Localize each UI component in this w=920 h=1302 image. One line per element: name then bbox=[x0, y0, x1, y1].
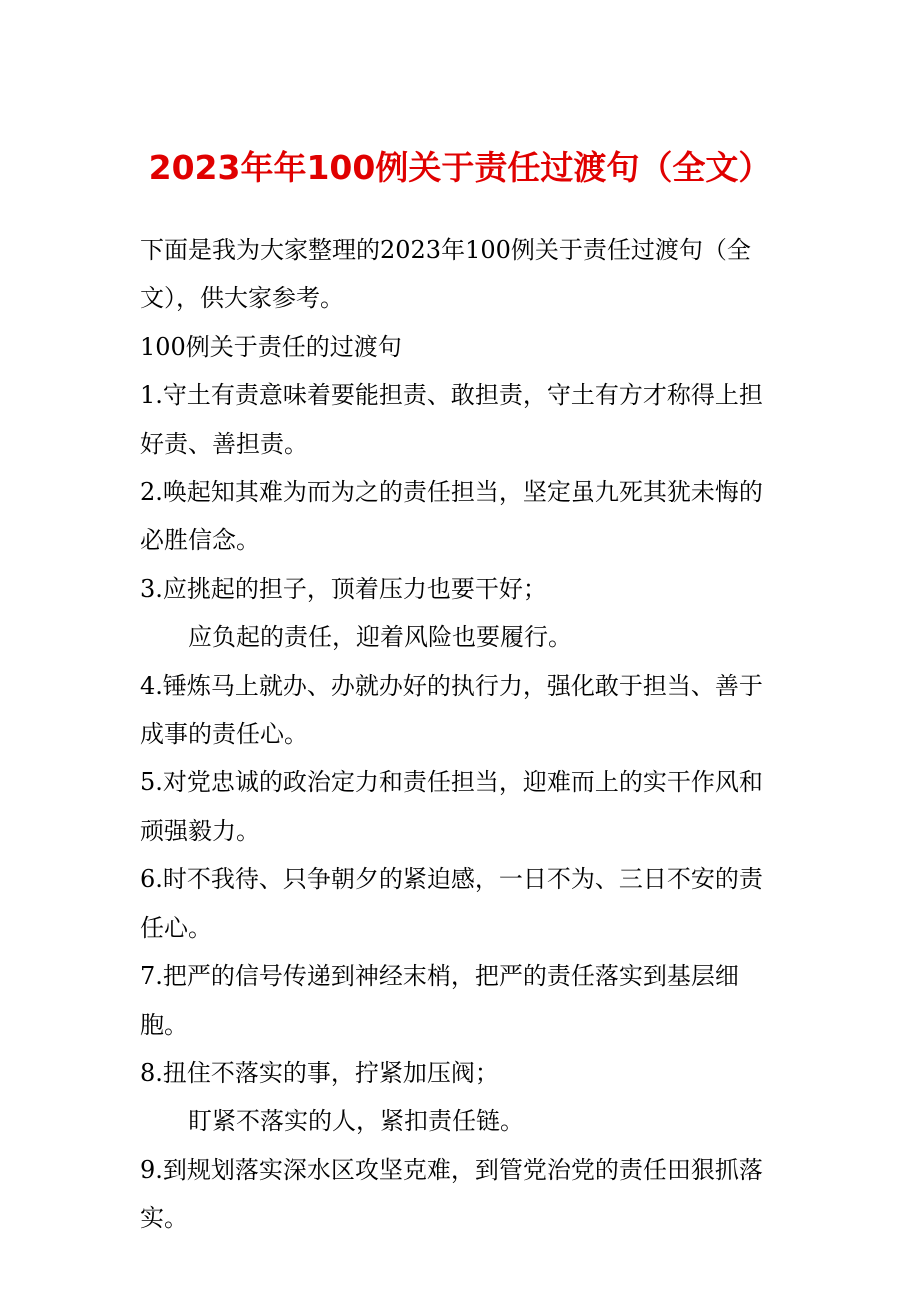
list-item: 6.时不我待、只争朝夕的紧迫感，一日不为、三日不安的责任心。 bbox=[140, 865, 763, 942]
document-body bbox=[140, 226, 782, 1243]
list-item: 5.对党忠诚的政治定力和责任担当，迎难而上的实干作风和顽强毅力。 bbox=[140, 768, 763, 845]
intro-paragraph: 下面是我为大家整理的2023年100例关于责任过渡句（全文），供大家参考。 bbox=[140, 236, 751, 313]
section-heading: 100例关于责任的过渡句 bbox=[140, 332, 402, 361]
list-item: 7.把严的信号传递到神经末梢，把严的责任落实到基层细胞。 bbox=[140, 962, 739, 1039]
list-item-continuation: 应负起的责任，迎着风险也要履行。 bbox=[188, 623, 572, 652]
list-item: 8.扭住不落实的事，拧紧加压阀； bbox=[140, 1058, 499, 1087]
list-item: 9.到规划落实深水区攻坚克难，到管党治党的责任田狠抓落实。 bbox=[140, 1155, 763, 1233]
list-item-continuation: 盯紧不落实的人，紧扣责任链。 bbox=[188, 1107, 524, 1136]
list-item: 4.锤炼马上就办、办就办好的执行力，强化敢于担当、善于成事的责任心。 bbox=[140, 671, 763, 749]
list-item: 3.应挑起的担子，顶着压力也要干好； bbox=[140, 574, 547, 603]
list-item: 1.守土有责意味着要能担责、敢担责，守土有方才称得上担好责、善担责。 bbox=[140, 381, 763, 458]
list-item: 2.唤起知其难为而为之的责任担当，坚定虽九死其犹未悔的必胜信念。 bbox=[140, 478, 763, 555]
document-title: 2023年年100例关于责任过渡句（全文） bbox=[148, 148, 772, 187]
